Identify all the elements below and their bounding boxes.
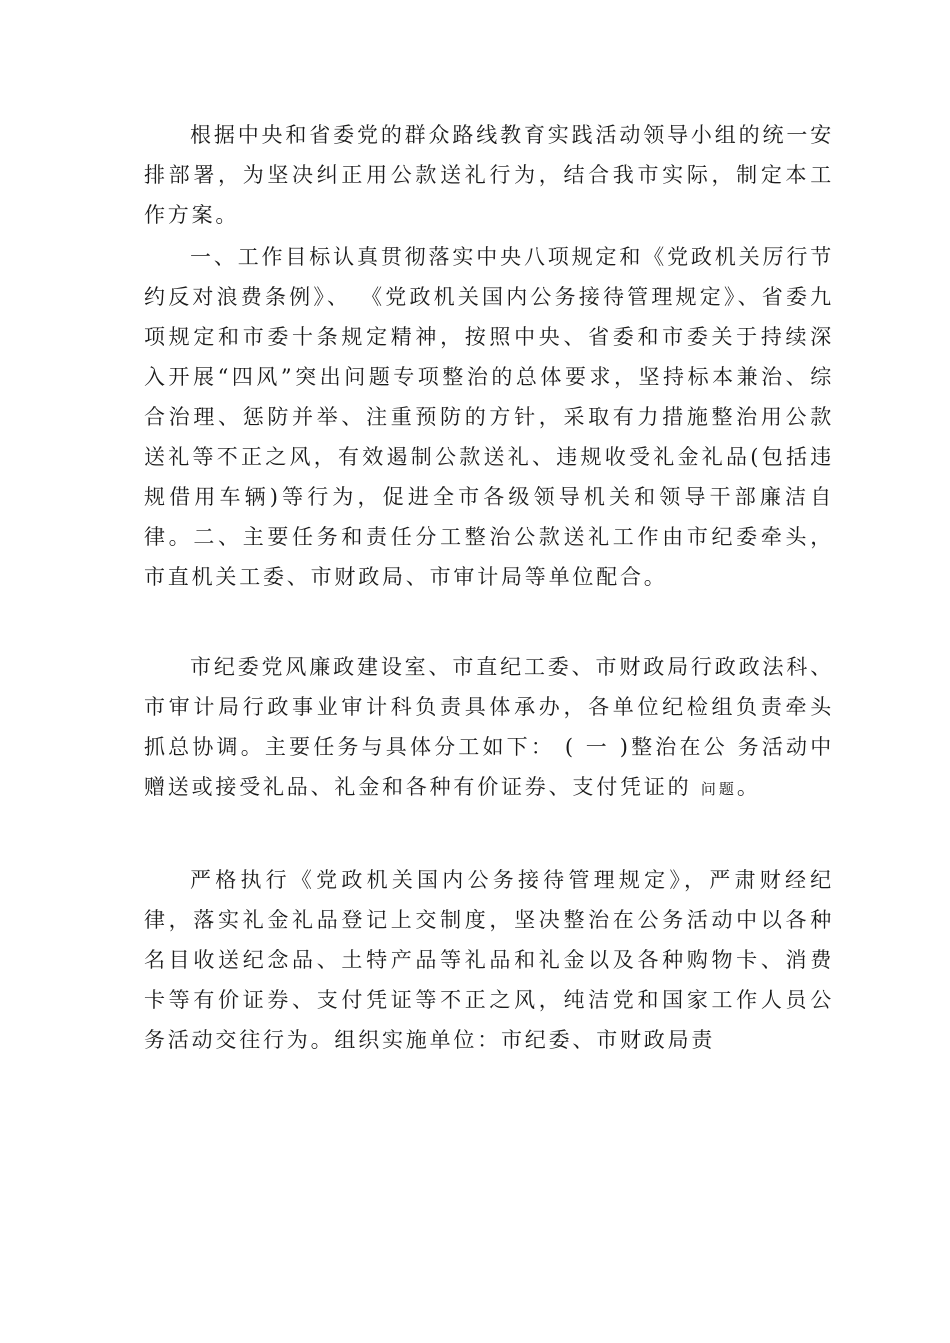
paragraph-intro: 根据中央和省委党的群众路线教育实践活动领导小组的统一安排部署，为坚决纠正用公款送礼行为，结合我市实际，制定本工作方案。 (144, 123, 834, 227)
paragraph-small-text: 问题 (700, 780, 737, 798)
paragraph-division-of-work (144, 647, 834, 809)
paragraph-goals-and-tasks: 一、工作目标认真贯彻落实中央八项规定和《党政机关厉行节约反对浪费条例》、 《党政机关国内公务接待管理规定》、省委九项规定和市委十条规定精神，按照中央、省委和市委关于持续深入开展“四风”突出问题专项整治的总体要求，坚持标本兼治、综合治理、惩防并举、注重预防的方针，采取有力措施整治用公款送礼等不正之风，有效遏制公款送礼、违规收受礼金礼品(包括违规借用车辆)等行为，促进全市各级领导机关和领导干部廉洁自律。二、主要任务和责任分工整治公款送礼工作由市纪委牵头，市直机关工委、市财政局、市审计局等单位配合。 (144, 245, 834, 589)
paragraph-division-of-work-text: 市纪委党风廉政建设室、市直纪工委、市财政局行政政法科、市审计局行政事业审计科负责具体承办，各单位纪检组负责牵头抓总协调。主要任务与具体分工如下： ( 一 )整治在公 务活动中赠送或接受礼品、礼金和各种有价证券、支付凭证的 (144, 655, 834, 799)
paragraph-end-mark: 。 (736, 775, 761, 799)
paragraph-strict-implementation: 严格执行《党政机关国内公务接待管理规定》，严肃财经纪律，落实礼金礼品登记上交制度，坚决整治在公务活动中以各种名目收送纪念品、土特产品等礼品和礼金以及各种购物卡、消费卡等有价证券、支付凭证等不正之风，纯洁党和国家工作人员公务活动交往行为。组织实施单位：市纪委、市财政局责 (144, 868, 834, 1052)
